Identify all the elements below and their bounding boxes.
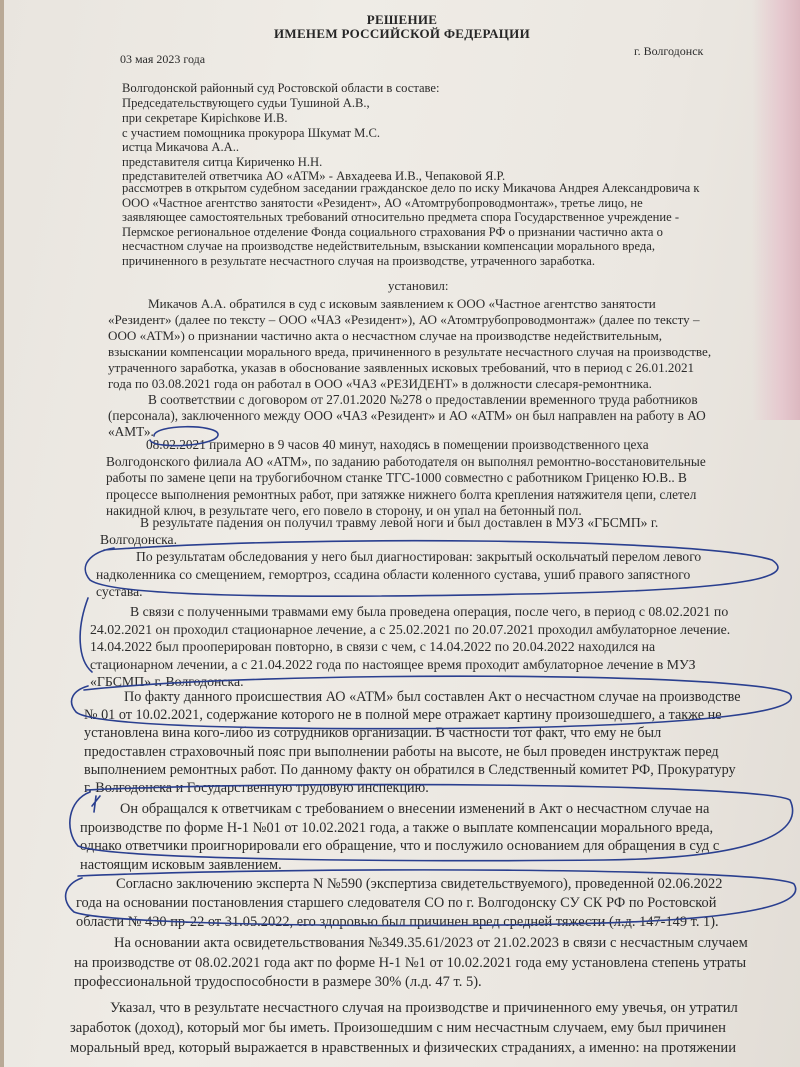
doc-subtitle: ИМЕНЕМ РОССИЙСКОЙ ФЕДЕРАЦИИ: [273, 26, 530, 41]
doc-title: РЕШЕНИЕ: [366, 12, 438, 27]
preamble-line: представителей ответчика АО «АТМ» - Авхадеева И.В., Чепаковой Я.Р.: [122, 169, 506, 183]
paragraph-6: В связи с полученными травмами ему была проведена операция, после чего, в период с 08.02.2021 по 24.02.2021 он проходил стационарное лечение, а с 25.02.2021 по 20.07.2021 проходил амбулаторное лечение. 14.04.2022 был прооперирован повторно, в связи с чем, с 14.04.2022 по 20.04.2022 находился на стационарном лечении, а с 21.04.2022 года по настоящее время проходит амбулаторное лечение в МУЗ «ГБСМП» г. Волгодонска.: [90, 604, 731, 689]
preamble-line: истца Микачова А.А..: [122, 140, 240, 154]
preamble-line: при секретаре Кирichкове И.В.: [122, 111, 288, 125]
established-heading: установил:: [388, 278, 449, 293]
document-page: [4, 0, 800, 1067]
pink-paper-edge: [752, 0, 800, 420]
preamble-line: Волгодонской районный суд Ростовской области в составе:: [122, 81, 440, 95]
paragraph-5: По результатам обследования у него был диагностирован: закрытый оскольчатый перелом левого надколенника со смещением, гемортроз, ссадина области коленного сустава, ушиб правого запястного сустава.: [96, 549, 702, 599]
doc-city: г. Волгодонск: [634, 44, 704, 58]
paragraph-7: По факту данного происшествия АО «АТМ» был составлен Акт о несчастном случае на производстве № 01 от 10.02.2021, содержание которого не в полной мере отражает картину произошедшего, а также не установлена вина кого-либо из сотрудников организации. В частности тот факт, что ему не был предоставлен страховочный пояс при выполнении работы на высоте, не был проведен инструктаж перед выполнением ремонтных работ. По данному факту он обратился в Следственный комитет РФ, Прокуратуру г. Волгодонска и Государственную трудовую инспекцию.: [84, 689, 741, 797]
preamble-line: Председательствующего судьи Тушиной А.В.,: [122, 96, 370, 110]
paragraph-8: Он обращался к ответчикам с требованием о внесении изменений в Акт о несчастном случае на производстве по форме Н-1 №01 от 10.02.2021 года, а также о выплате компенсации морального вреда, однако ответчики проигнорировали его обращение, что и послужило основанием для обращения в суд с настоящим исковым заявлением.: [80, 801, 720, 873]
intro-paragraph: рассмотрев в открытом судебном заседании гражданское дело по иску Микачова Андрея Александровича к ООО «Частное агентство занятости «Резидент», АО «Атомтрубопроводмонтаж», третье лицо, не заявляющее самостоятельных требований относительно предмета спора Государственное учреждение - Пермское региональное отделение Фонда социального страхования РФ о признании частично акта о несчастном случае на производстве недействительным, взыскании компенсации морального вреда, причиненного в результате несчастного случая на производстве, утраченного заработка.: [122, 181, 700, 268]
doc-date: 03 мая 2023 года: [120, 52, 206, 66]
paragraph-3: 08.02.2021 примерно в 9 часов 40 минут, находясь в помещении производственного цеха Волгодонского филиала АО «АТМ», по заданию работодателя он выполнял ремонтно-восстановительные работы по замене цепи на трубогибочном станке ТГС-1000 совместно с работником Гриценко Ю.В.. В процессе выполнения ремонтных работ, при затяжке нижнего болта крепления натяжителя цепи, слетел накидной ключ, в результате чего, его повело в сторону, и он упал на бетонный пол.: [106, 437, 706, 518]
paragraph-11: Указал, что в результате несчастного случая на производстве и причиненного ему увечья, он утратил заработок (доход), который мог бы иметь. Произошедшим с ним несчастным случаем, ему был причинен моральный вред, который выражается в нравственных и физических страданиях, а именно: на протяжении: [70, 1000, 738, 1056]
paragraph-4: В результате падения он получил травму левой ноги и был доставлен в МУЗ «ГБСМП» г. Волгодонска.: [100, 515, 659, 547]
paragraph-9: Согласно заключению эксперта N №590 (экспертиза свидетельствуемого), проведенной 02.06.2022 года на основании постановления старшего следователя СО по г. Волгодонску СУ СК РФ по Ростовской области № 430 пр-22 от 31.05.2022, его здоровью был причинен вред средней тяжести (л.д. 147-149 т. 1).: [76, 876, 723, 930]
paragraph-10: На основании акта освидетельствования №349.35.61/2023 от 21.02.2023 в связи с несчастным случаем на производстве от 08.02.2021 года акт по форме Н-1 №1 от 10.02.2021 года ему установлена степень утраты профессиональной трудоспособности в размере 30% (л.д. 47 т. 5).: [74, 935, 748, 990]
paragraph-1: Микачов А.А. обратился в суд с исковым заявлением к ООО «Частное агентство занятости «Резидент» (далее по тексту – ООО «ЧАЗ «Резидент»), АО «Атомтрубопроводмонтаж» (далее по тексту – ООО «АТМ») о признании частично акта о несчастном случае на производстве недействительным, взыскании компенсации морального вреда, причиненного в результате несчастного случая на производстве, утраченного заработка, указав в обоснование заявленных исковых требований, что в период с 26.01.2021 года по 03.08.2021 года он работал в ООО «ЧАЗ «РЕЗИДЕНТ» в должности слесаря-ремонтника.: [108, 296, 712, 391]
preamble-line: представителя ситца Кириченко Н.Н.: [122, 155, 323, 169]
paragraph-2: В соответствии с договором от 27.01.2020 №278 о предоставлении временного труда работников (персонала), заключенного между ООО «ЧАЗ «Резидент» и АО «АТМ» он был направлен на работу в АО «АМТ».: [108, 392, 706, 439]
preamble-line: с участием помощника прокурора Шкумат М.С.: [122, 126, 381, 140]
